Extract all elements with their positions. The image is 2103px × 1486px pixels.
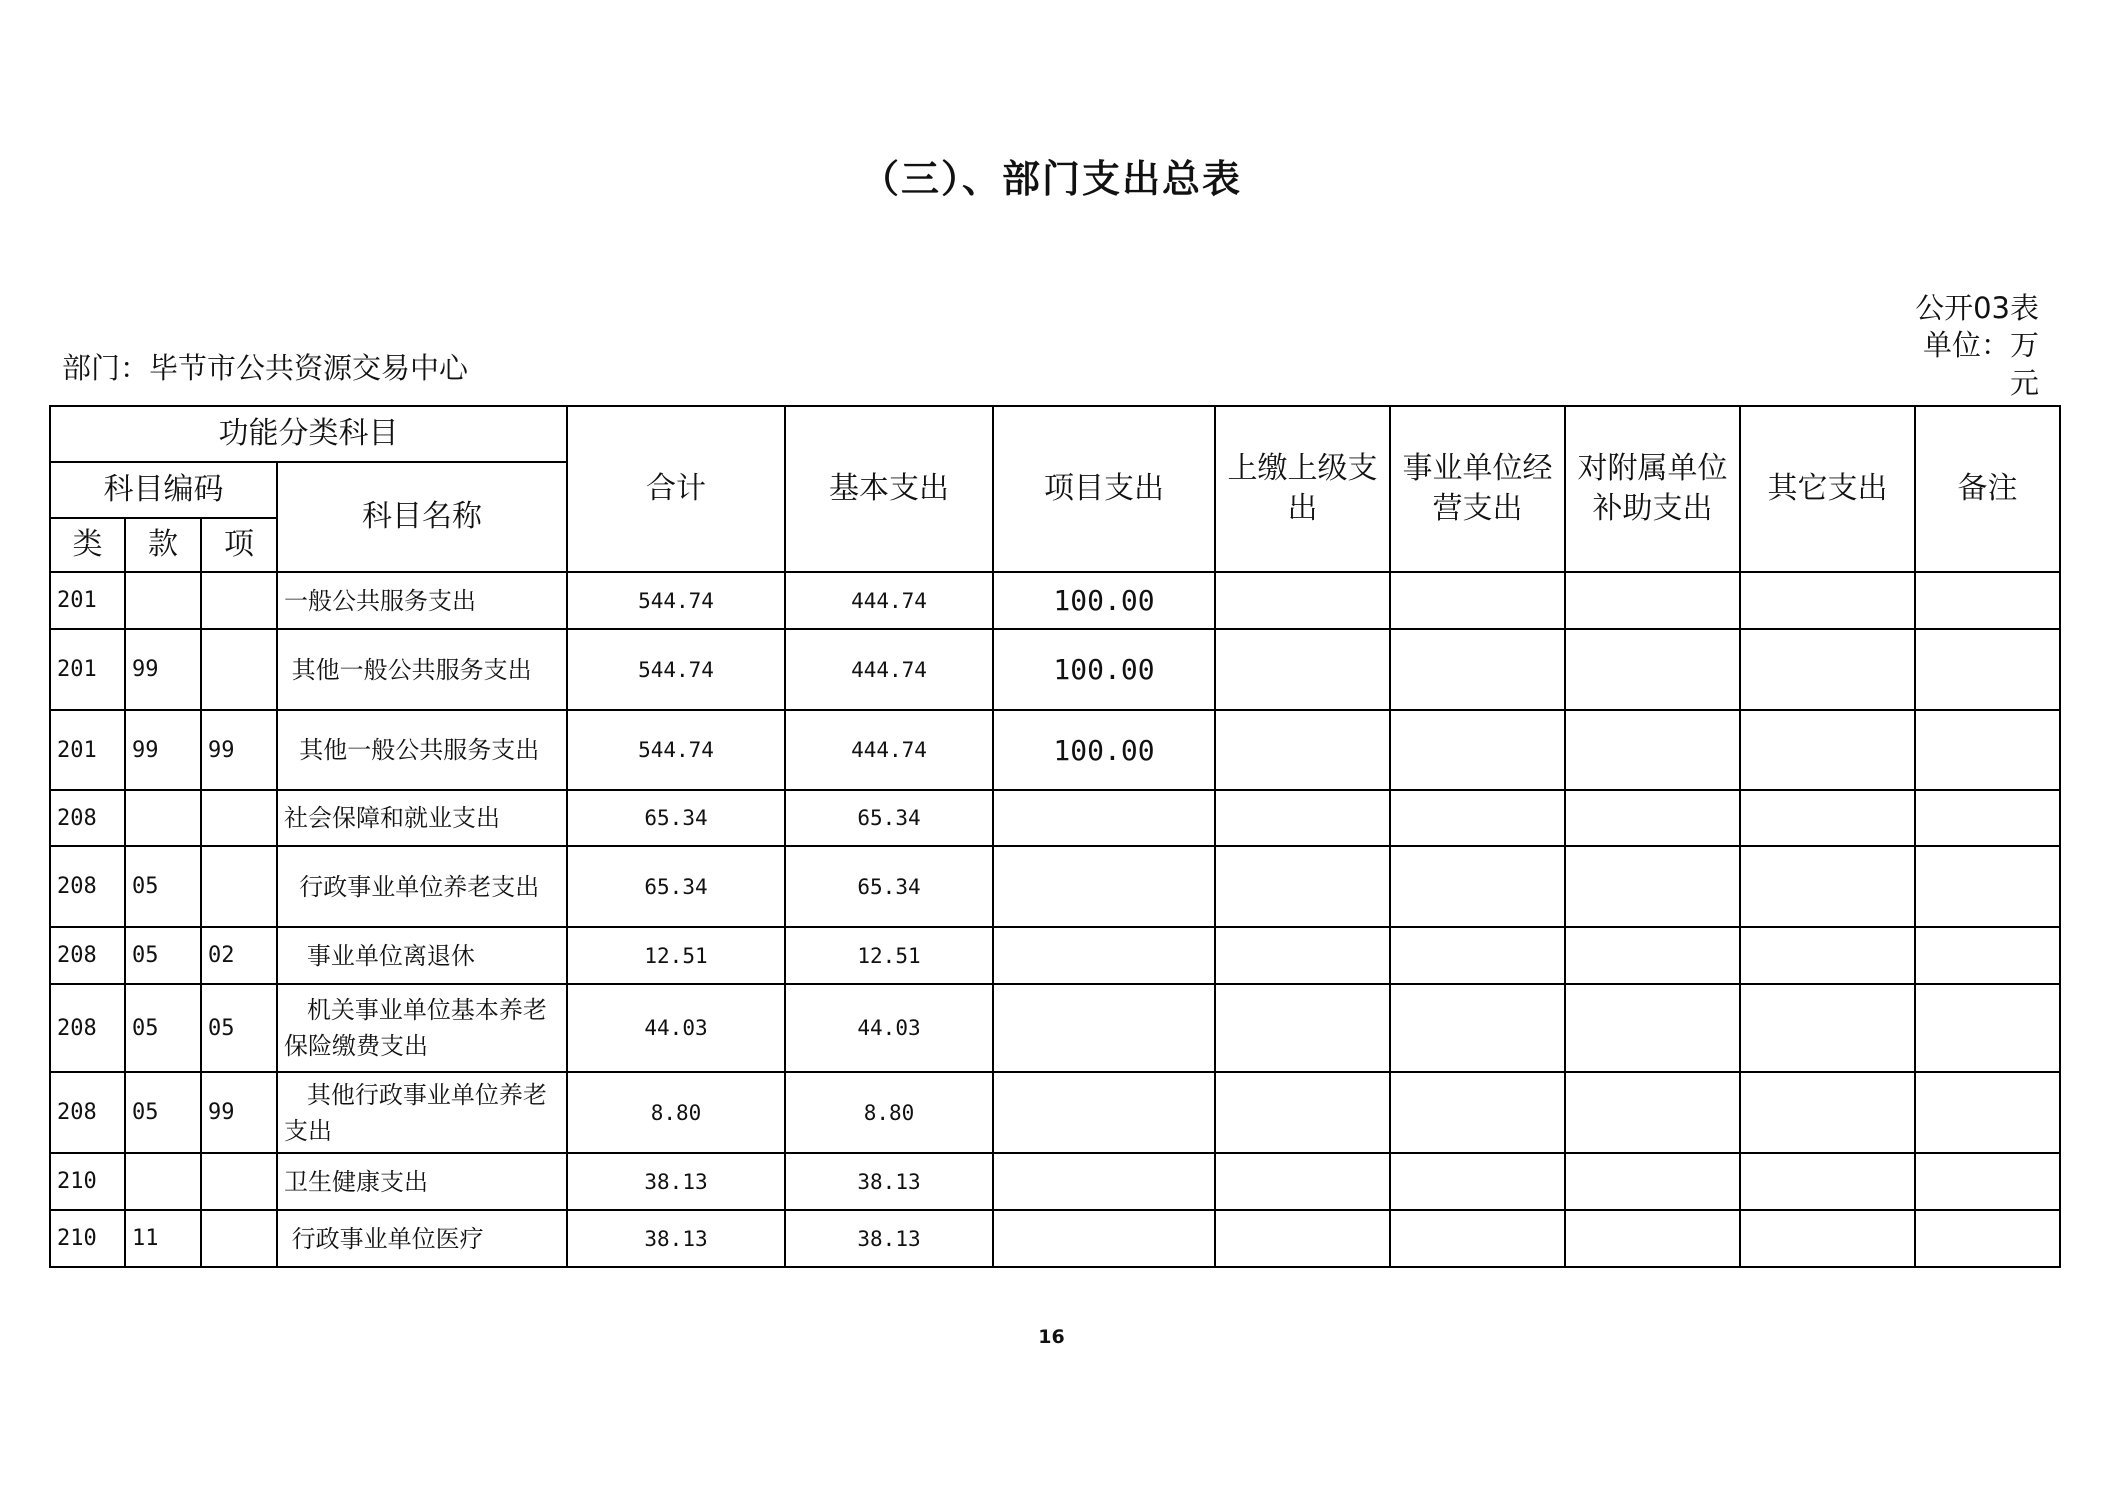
cell-project: [993, 790, 1215, 846]
cell-basic: 38.13: [785, 1210, 993, 1267]
cell-project: 100.00: [993, 629, 1215, 710]
cell-xiang: [201, 629, 277, 710]
page-number: 16: [1038, 1326, 1065, 1348]
cell-name: 一般公共服务支出: [277, 572, 567, 629]
table-row: [50, 984, 2060, 1072]
cell-lei: 201: [50, 710, 125, 790]
header-lei: 类: [50, 518, 125, 572]
form-number: 公开03表: [1915, 291, 2039, 325]
cell-total: 544.74: [567, 629, 785, 710]
cell-total: 12.51: [567, 927, 785, 984]
cell-lei: 208: [50, 846, 125, 927]
cell-basic: 444.74: [785, 710, 993, 790]
cell-basic: 38.13: [785, 1153, 993, 1210]
cell-total: 544.74: [567, 572, 785, 629]
cell-kuan: 99: [125, 629, 201, 710]
cell-xiang: [201, 790, 277, 846]
cell-kuan: [125, 790, 201, 846]
cell-project: [993, 846, 1215, 927]
header-basic: 基本支出: [785, 406, 993, 572]
header-other: 其它支出: [1740, 406, 1915, 572]
cell-kuan: 05: [125, 1072, 201, 1153]
cell-name: 其他一般公共服务支出: [277, 629, 567, 710]
cell-kuan: 05: [125, 927, 201, 984]
table-row: [50, 790, 2060, 846]
cell-xiang: 99: [201, 1072, 277, 1153]
cell-project: 100.00: [993, 710, 1215, 790]
header-subsidy: 对附属单位补助支出: [1565, 406, 1740, 572]
cell-lei: 208: [50, 790, 125, 846]
header-xiang: 项: [201, 518, 277, 572]
cell-basic: 8.80: [785, 1072, 993, 1153]
cell-project: [993, 1153, 1215, 1210]
cell-kuan: [125, 572, 201, 629]
cell-name: 其他行政事业单位养老支出: [277, 1072, 567, 1153]
header-upper: 上缴上级支出: [1215, 406, 1390, 572]
cell-name: 行政事业单位养老支出: [277, 846, 567, 927]
cell-project: [993, 927, 1215, 984]
cell-project: [993, 1210, 1215, 1267]
cell-total: 544.74: [567, 710, 785, 790]
cell-total: 65.34: [567, 846, 785, 927]
cell-xiang: [201, 572, 277, 629]
cell-name: 行政事业单位医疗: [277, 1210, 567, 1267]
cell-total: 44.03: [567, 984, 785, 1072]
cell-project: [993, 984, 1215, 1072]
department-label: 部门：毕节市公共资源交易中心: [62, 351, 469, 385]
cell-xiang: [201, 1153, 277, 1210]
cell-basic: 44.03: [785, 984, 993, 1072]
cell-name: 其他一般公共服务支出: [277, 710, 567, 790]
expenditure-table: [49, 405, 2061, 1268]
table-row: [50, 572, 2060, 629]
table-row: [50, 1210, 2060, 1267]
cell-basic: 444.74: [785, 629, 993, 710]
header-subject-name: 科目名称: [277, 462, 567, 572]
cell-kuan: 11: [125, 1210, 201, 1267]
table-row: [50, 846, 2060, 927]
cell-name: 社会保障和就业支出: [277, 790, 567, 846]
cell-name: 卫生健康支出: [277, 1153, 567, 1210]
cell-total: 8.80: [567, 1072, 785, 1153]
header-func-category: 功能分类科目: [50, 406, 567, 462]
cell-lei: 201: [50, 629, 125, 710]
header-kuan: 款: [125, 518, 201, 572]
cell-name: 机关事业单位基本养老保险缴费支出: [277, 984, 567, 1072]
table-row: [50, 927, 2060, 984]
cell-basic: 65.34: [785, 846, 993, 927]
table-row: [50, 1072, 2060, 1153]
cell-project: [993, 1072, 1215, 1153]
header-total: 合计: [567, 406, 785, 572]
table-row: [50, 710, 2060, 790]
cell-lei: 208: [50, 984, 125, 1072]
cell-kuan: 05: [125, 984, 201, 1072]
cell-basic: 12.51: [785, 927, 993, 984]
cell-total: 38.13: [567, 1210, 785, 1267]
header-remark: 备注: [1915, 406, 2060, 572]
cell-name: 事业单位离退休: [277, 927, 567, 984]
cell-lei: 208: [50, 927, 125, 984]
cell-xiang: 05: [201, 984, 277, 1072]
header-subject-code: 科目编码: [50, 462, 277, 518]
cell-project: 100.00: [993, 572, 1215, 629]
cell-xiang: [201, 1210, 277, 1267]
cell-kuan: 05: [125, 846, 201, 927]
cell-total: 38.13: [567, 1153, 785, 1210]
unit-label: 单位：万元: [1922, 328, 2039, 400]
cell-xiang: [201, 846, 277, 927]
cell-basic: 444.74: [785, 572, 993, 629]
header-business: 事业单位经营支出: [1390, 406, 1565, 572]
header-project: 项目支出: [993, 406, 1215, 572]
table-row: [50, 1153, 2060, 1210]
cell-xiang: 02: [201, 927, 277, 984]
cell-lei: 210: [50, 1210, 125, 1267]
page-title: （三）、部门支出总表: [860, 156, 1242, 201]
cell-kuan: [125, 1153, 201, 1210]
table-row: [50, 629, 2060, 710]
cell-kuan: 99: [125, 710, 201, 790]
cell-lei: 201: [50, 572, 125, 629]
cell-basic: 65.34: [785, 790, 993, 846]
cell-total: 65.34: [567, 790, 785, 846]
cell-lei: 210: [50, 1153, 125, 1210]
cell-xiang: 99: [201, 710, 277, 790]
cell-lei: 208: [50, 1072, 125, 1153]
